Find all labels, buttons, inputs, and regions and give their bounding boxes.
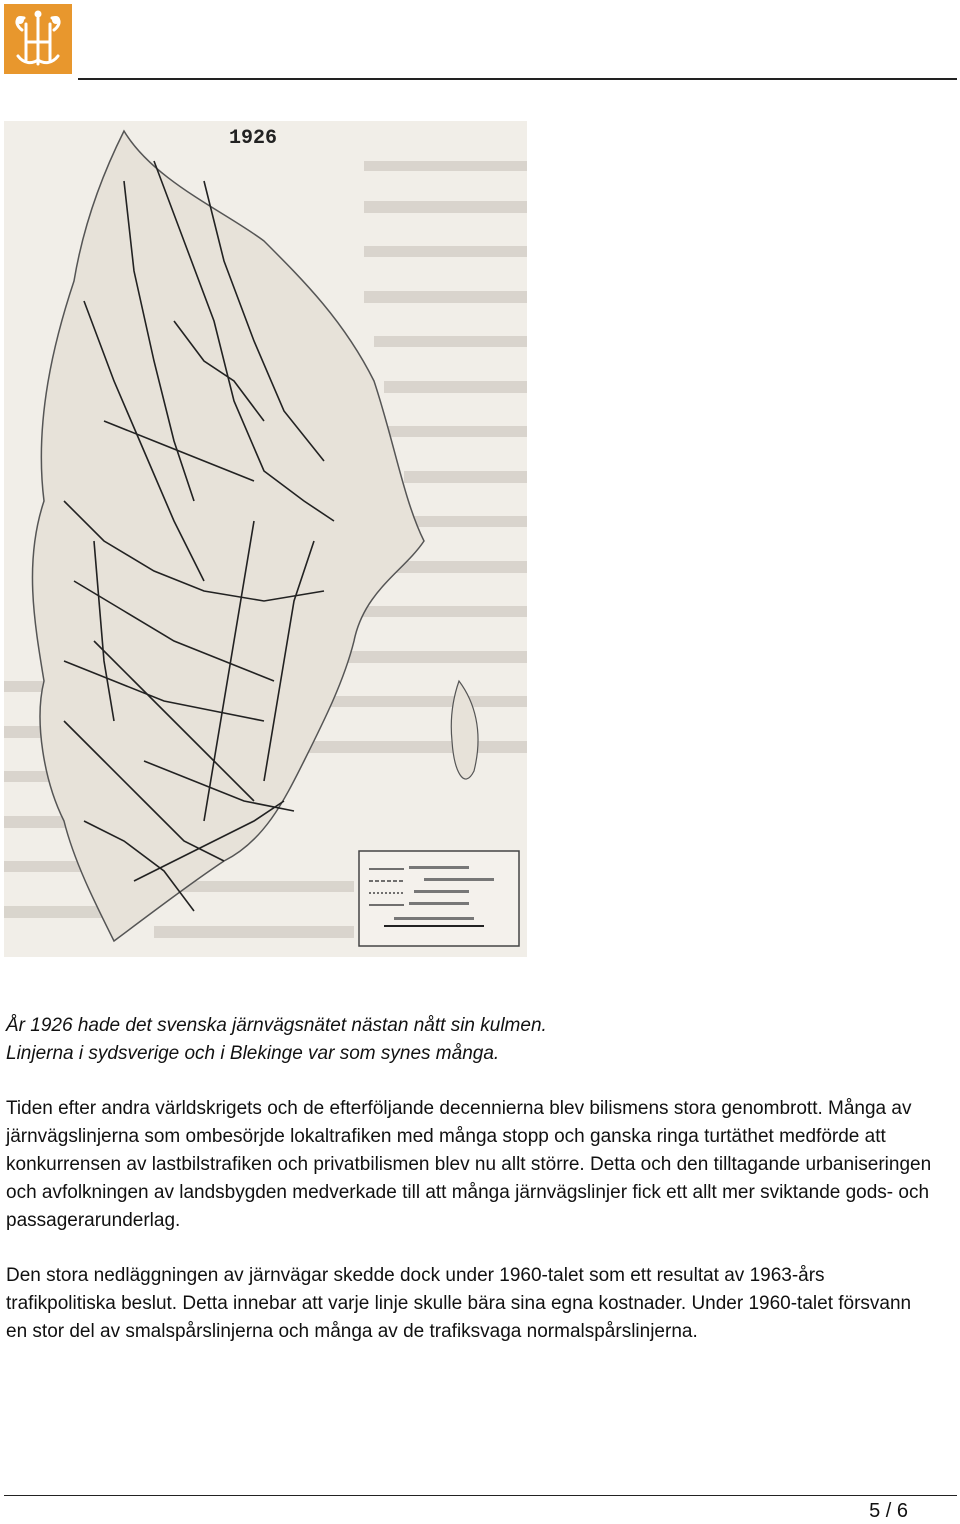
organization-logo (4, 4, 72, 74)
heritage-society-logo-icon (4, 4, 72, 74)
figure-caption (6, 1012, 936, 1068)
paragraph-2: Den stora nedläggningen av järnvägar skedde dock under 1960-talet som ett resultat av 1963-års trafikpolitiska beslut. Detta innebar att varje linje skulle bära sina egna kostnader. Under 1960-talet försvann en stor del av smalspårslinjerna och många av de trafiksvaga normalspårslinjerna. (6, 1265, 912, 1342)
railway-map-figure (4, 121, 527, 957)
caption-line-2: Linjerna i sydsverige och i Blekinge var som synes många. (6, 1043, 500, 1064)
header-divider (78, 78, 957, 80)
paragraph-1: Tiden efter andra världskrigets och de efterföljande decennierna blev bilismens stora genombrott. Många av järnvägslinjerna som ombesörjde lokaltrafiken med många stopp och ganska ringa turtäthet medförde att konkurrensen av lastbilstrafiken och privatbilismen blev nu allt större. Detta och den tilltagande urbaniseringen och avfolkningen av landsbygden medverkade till att många järnvägslinjer fick ett allt mer sviktande gods- och passagerarunderlag. (6, 1098, 932, 1231)
railway-network-map (4, 121, 527, 957)
caption-line-1: År 1926 hade det svenska järnvägsnätet nästan nått sin kulmen. (6, 1015, 547, 1036)
map-year-label: 1926 (229, 127, 278, 150)
footer-divider (4, 1495, 957, 1496)
page-number: 5 / 6 (869, 1500, 908, 1522)
article-text (6, 1012, 936, 1373)
